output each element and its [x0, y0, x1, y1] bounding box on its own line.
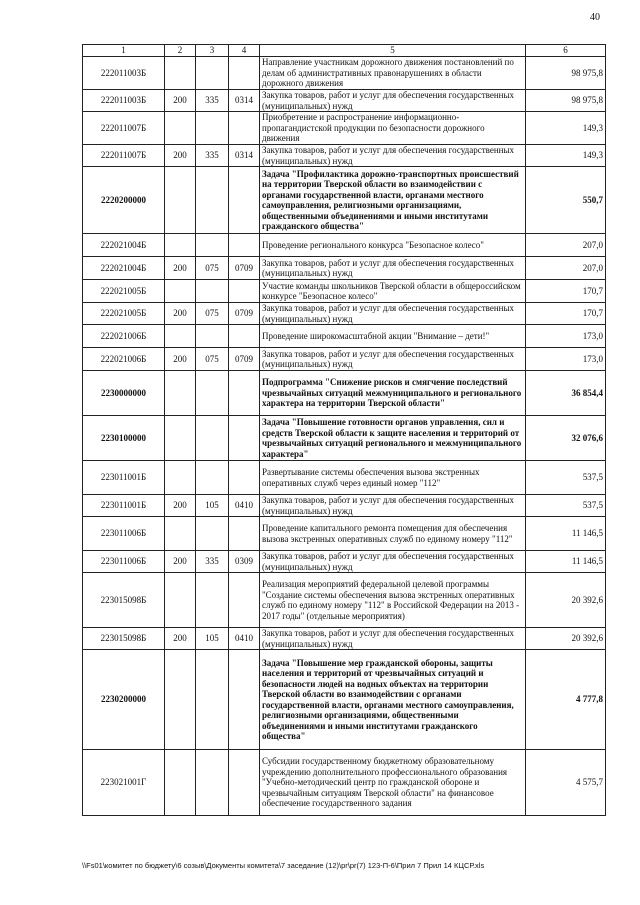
table-header-row — [83, 45, 606, 57]
table-row — [83, 650, 606, 750]
description-cell: Развертывание системы обеспечения вызова экстренных оперативных служб через единый номер "112" — [260, 461, 526, 495]
section-code-cell — [229, 167, 260, 234]
table-row — [83, 750, 606, 816]
section-code-cell: 0314 — [229, 90, 260, 112]
classification-code-cell: 222021005Б — [83, 303, 165, 325]
description-cell: Реализация мероприятий федеральной целевой программы "Создание системы обеспечения вызова экстренных оперативных служб по единому номеру "112" в Российской Федерации на 2013 - 2017 годы" (отдельные мероприятия) — [260, 573, 526, 628]
description-cell: Участие команды школьников Тверской области в общероссийском конкурсе "Безопасное колесо" — [260, 280, 526, 303]
description-cell: Задача "Повышение мер гражданской обороны, защиты населения и территорий от чрезвычайных ситуаций и безопасности людей на водных объектах на территории Тверской области во взаимодействии с органами государственной власти, органами местного самоуправления, религиозными организациями, общественными объединениями и иными институтами гражданского общества" — [260, 650, 526, 750]
table-row — [83, 371, 606, 416]
expense-type-cell — [165, 112, 196, 145]
table-row — [83, 495, 606, 517]
table-row — [83, 325, 606, 348]
department-code-cell — [196, 280, 229, 303]
description-cell: Закупка товаров, работ и услуг для обеспечения государственных (муниципальных) нужд — [260, 257, 526, 280]
section-code-cell — [229, 750, 260, 816]
amount-cell: 170,7 — [526, 303, 606, 325]
section-code-cell: 0309 — [229, 551, 260, 573]
description-cell: Проведение регионального конкурса "Безопасное колесо" — [260, 234, 526, 257]
department-code-cell: 105 — [196, 495, 229, 517]
department-code-cell — [196, 57, 229, 90]
section-code-cell — [229, 280, 260, 303]
classification-code-cell: 222011007Б — [83, 145, 165, 167]
description-cell: Направление участникам дорожного движения постановлений по делам об административных правонарушениях в области дорожного движения — [260, 57, 526, 90]
expense-type-cell: 200 — [165, 348, 196, 371]
department-code-cell: 075 — [196, 348, 229, 371]
description-cell: Проведение капитального ремонта помещения для обеспечения вызова экстренных оперативных служб по единому номеру "112" — [260, 517, 526, 551]
amount-cell: 170,7 — [526, 280, 606, 303]
description-cell: Закупка товаров, работ и услуг для обеспечения государственных (муниципальных) нужд — [260, 551, 526, 573]
section-code-cell — [229, 517, 260, 551]
department-code-cell: 335 — [196, 551, 229, 573]
description-cell: Закупка товаров, работ и услуг для обеспечения государственных (муниципальных) нужд — [260, 145, 526, 167]
section-code-cell — [229, 112, 260, 145]
expense-type-cell — [165, 371, 196, 416]
classification-code-cell: 2230000000 — [83, 371, 165, 416]
department-code-cell — [196, 325, 229, 348]
column-header: 1 — [83, 45, 165, 57]
table-row — [83, 416, 606, 461]
amount-cell: 98 975,8 — [526, 57, 606, 90]
expense-type-cell: 200 — [165, 551, 196, 573]
section-code-cell: 0709 — [229, 348, 260, 371]
column-header: 6 — [526, 45, 606, 57]
expense-type-cell — [165, 650, 196, 750]
classification-code-cell: 222021004Б — [83, 234, 165, 257]
table-row — [83, 348, 606, 371]
expense-type-cell — [165, 167, 196, 234]
classification-code-cell: 222011003Б — [83, 90, 165, 112]
expense-type-cell: 200 — [165, 495, 196, 517]
amount-cell: 207,0 — [526, 234, 606, 257]
amount-cell: 20 392,6 — [526, 628, 606, 650]
column-header: 5 — [260, 45, 526, 57]
classification-code-cell: 222011007Б — [83, 112, 165, 145]
department-code-cell: 105 — [196, 628, 229, 650]
expense-type-cell — [165, 280, 196, 303]
section-code-cell — [229, 371, 260, 416]
table-row — [83, 112, 606, 145]
description-cell: Закупка товаров, работ и услуг для обеспечения государственных (муниципальных) нужд — [260, 495, 526, 517]
amount-cell: 537,5 — [526, 461, 606, 495]
classification-code-cell: 2220200000 — [83, 167, 165, 234]
section-code-cell — [229, 461, 260, 495]
section-code-cell: 0709 — [229, 257, 260, 280]
description-cell: Закупка товаров, работ и услуг для обеспечения государственных (муниципальных) нужд — [260, 90, 526, 112]
table-row — [83, 551, 606, 573]
table-row — [83, 280, 606, 303]
expense-type-cell: 200 — [165, 257, 196, 280]
expense-type-cell — [165, 416, 196, 461]
section-code-cell — [229, 57, 260, 90]
table-row — [83, 628, 606, 650]
department-code-cell: 075 — [196, 257, 229, 280]
department-code-cell — [196, 750, 229, 816]
department-code-cell — [196, 234, 229, 257]
classification-code-cell: 222021006Б — [83, 325, 165, 348]
department-code-cell: 335 — [196, 90, 229, 112]
expense-type-cell: 200 — [165, 628, 196, 650]
department-code-cell: 335 — [196, 145, 229, 167]
classification-code-cell: 223011001Б — [83, 461, 165, 495]
section-code-cell: 0709 — [229, 303, 260, 325]
classification-code-cell: 223015098Б — [83, 628, 165, 650]
classification-code-cell: 222021006Б — [83, 348, 165, 371]
classification-code-cell: 223011006Б — [83, 517, 165, 551]
department-code-cell — [196, 650, 229, 750]
amount-cell: 149,3 — [526, 112, 606, 145]
table-row — [83, 145, 606, 167]
department-code-cell — [196, 371, 229, 416]
description-cell: Закупка товаров, работ и услуг для обеспечения государственных (муниципальных) нужд — [260, 348, 526, 371]
department-code-cell — [196, 517, 229, 551]
page-number: 40 — [590, 12, 600, 23]
amount-cell: 11 146,5 — [526, 551, 606, 573]
description-cell: Субсидии государственному бюджетному образовательному учреждению дополнительного профессионального образования "Учебно-методический центр по гражданской обороне и чрезвычайным ситуациям Тверской области" на финансовое обеспечение государственного задания — [260, 750, 526, 816]
section-code-cell: 0410 — [229, 495, 260, 517]
amount-cell: 98 975,8 — [526, 90, 606, 112]
amount-cell: 207,0 — [526, 257, 606, 280]
classification-code-cell: 223011001Б — [83, 495, 165, 517]
description-cell: Задача "Повышение готовности органов управления, сил и средств Тверской области к защите населения и территорий от чрезвычайных ситуаций регионального и межмуниципального характера" — [260, 416, 526, 461]
department-code-cell: 075 — [196, 303, 229, 325]
expense-type-cell — [165, 325, 196, 348]
section-code-cell: 0410 — [229, 628, 260, 650]
amount-cell: 20 392,6 — [526, 573, 606, 628]
description-cell: Задача "Профилактика дорожно-транспортных происшествий на территории Тверской области во взаимодействии с органами государственной власти, органами местного самоуправления, религиозными организациями, общественными объединениями и иными институтами гражданского общества" — [260, 167, 526, 234]
classification-code-cell: 223015098Б — [83, 573, 165, 628]
table-row — [83, 461, 606, 495]
amount-cell: 4 777,8 — [526, 650, 606, 750]
budget-table — [82, 44, 606, 816]
description-cell: Подпрограмма "Снижение рисков и смягчение последствий чрезвычайных ситуаций межмуниципального и регионального характера на территории Тверской области" — [260, 371, 526, 416]
department-code-cell — [196, 112, 229, 145]
table-row — [83, 573, 606, 628]
department-code-cell — [196, 461, 229, 495]
classification-code-cell: 222021004Б — [83, 257, 165, 280]
department-code-cell — [196, 416, 229, 461]
section-code-cell — [229, 234, 260, 257]
table-row — [83, 90, 606, 112]
amount-cell: 36 854,4 — [526, 371, 606, 416]
column-header: 3 — [196, 45, 229, 57]
department-code-cell — [196, 573, 229, 628]
classification-code-cell: 2230100000 — [83, 416, 165, 461]
expense-type-cell: 200 — [165, 303, 196, 325]
department-code-cell — [196, 167, 229, 234]
expense-type-cell: 200 — [165, 145, 196, 167]
classification-code-cell: 223011006Б — [83, 551, 165, 573]
expense-type-cell — [165, 461, 196, 495]
section-code-cell — [229, 573, 260, 628]
table-row — [83, 57, 606, 90]
expense-type-cell — [165, 517, 196, 551]
expense-type-cell — [165, 573, 196, 628]
classification-code-cell: 222021005Б — [83, 280, 165, 303]
classification-code-cell: 2230200000 — [83, 650, 165, 750]
classification-code-cell: 223021001Г — [83, 750, 165, 816]
column-header: 4 — [229, 45, 260, 57]
table-row — [83, 234, 606, 257]
table-row — [83, 517, 606, 551]
file-path-footer: \\Fs01\комитет по бюджету\6 созыв\Документы комитета\7 заседание (12)\pr\pr(7) 123-П-6\Прил 7 Прил 14 КЦСР.xls — [82, 861, 485, 870]
amount-cell: 537,5 — [526, 495, 606, 517]
classification-code-cell: 222011003Б — [83, 57, 165, 90]
amount-cell: 11 146,5 — [526, 517, 606, 551]
expense-type-cell — [165, 750, 196, 816]
expense-type-cell: 200 — [165, 90, 196, 112]
amount-cell: 173,0 — [526, 325, 606, 348]
table-row — [83, 257, 606, 280]
expense-type-cell — [165, 57, 196, 90]
amount-cell: 550,7 — [526, 167, 606, 234]
column-header: 2 — [165, 45, 196, 57]
table-row — [83, 303, 606, 325]
table-row — [83, 167, 606, 234]
amount-cell: 149,3 — [526, 145, 606, 167]
description-cell: Закупка товаров, работ и услуг для обеспечения государственных (муниципальных) нужд — [260, 303, 526, 325]
section-code-cell — [229, 650, 260, 750]
description-cell: Проведение широкомасштабной акции "Внимание – дети!" — [260, 325, 526, 348]
section-code-cell: 0314 — [229, 145, 260, 167]
section-code-cell — [229, 416, 260, 461]
section-code-cell — [229, 325, 260, 348]
amount-cell: 173,0 — [526, 348, 606, 371]
amount-cell: 4 575,7 — [526, 750, 606, 816]
amount-cell: 32 076,6 — [526, 416, 606, 461]
expense-type-cell — [165, 234, 196, 257]
description-cell: Приобретение и распространение информационно-пропагандистской продукции по безопасности дорожного движения — [260, 112, 526, 145]
description-cell: Закупка товаров, работ и услуг для обеспечения государственных (муниципальных) нужд — [260, 628, 526, 650]
